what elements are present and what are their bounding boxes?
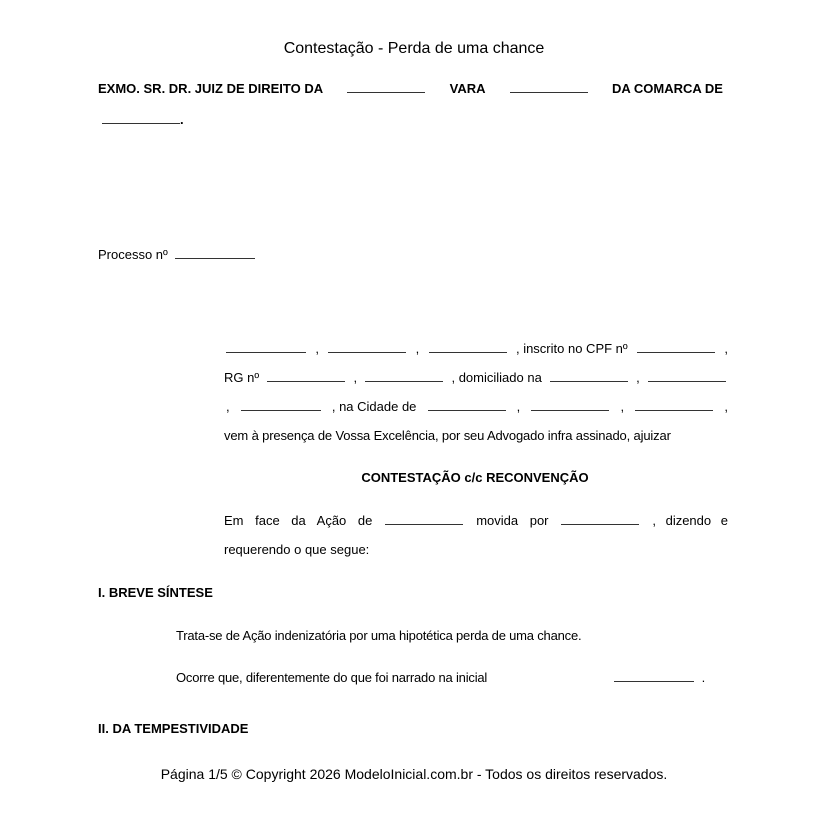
- blank-field: [385, 514, 463, 525]
- section-1-paragraph-1: Trata-se de Ação indenizatória por uma hipotética perda de uma chance.: [176, 628, 582, 643]
- processo-label: Processo nº: [98, 247, 168, 262]
- addressee-text-3: DA COMARCA DE: [612, 81, 723, 96]
- blank-field: [561, 514, 639, 525]
- qualification-line-2: [224, 370, 726, 385]
- blank-field: [102, 113, 180, 124]
- period: .: [180, 112, 184, 127]
- addressee-line-2: [102, 112, 184, 127]
- domicile-label: , domiciliado na: [451, 370, 542, 385]
- blank-field: [531, 400, 609, 411]
- city-label: , na Cidade de: [331, 399, 417, 414]
- blank-field: [175, 248, 255, 259]
- blank-field: [550, 371, 628, 382]
- blank-field: [510, 82, 588, 93]
- blank-field: [637, 342, 715, 353]
- face-text: Em face da Ação de: [224, 513, 373, 528]
- blank-field: [614, 671, 694, 682]
- addressee-text-1: EXMO. SR. DR. JUIZ DE DIREITO DA: [98, 81, 324, 96]
- moved-by-text: movida por: [476, 513, 549, 528]
- comma: ,: [516, 399, 521, 414]
- comma: ,: [415, 341, 420, 356]
- qualification-line-1: [226, 341, 728, 356]
- blank-field: [428, 400, 506, 411]
- period: .: [701, 670, 706, 685]
- document-heading: CONTESTAÇÃO c/c RECONVENÇÃO: [361, 470, 589, 485]
- blank-field: [241, 400, 321, 411]
- document-title: Contestação - Perda de uma chance: [283, 40, 545, 57]
- blank-field: [635, 400, 713, 411]
- blank-field: [365, 371, 443, 382]
- qualification-line-3: [226, 399, 728, 414]
- comma: ,: [353, 370, 358, 385]
- face-line-2: requerendo o que segue:: [224, 542, 370, 557]
- saying-text: , dizendo e: [652, 513, 728, 528]
- paragraph-text: Ocorre que, diferentemente do que foi narrado na inicial: [176, 670, 488, 685]
- blank-field: [267, 371, 345, 382]
- section-1-blank: [614, 670, 705, 685]
- blank-field: [347, 82, 425, 93]
- comma: ,: [315, 341, 319, 356]
- addressee-line: [98, 81, 723, 96]
- comma: ,: [724, 399, 728, 414]
- comma: ,: [226, 399, 230, 414]
- rg-label: RG nº: [224, 370, 260, 385]
- face-line-1: [224, 513, 728, 528]
- blank-field: [328, 342, 406, 353]
- page-footer: Página 1/5 © Copyright 2026 ModeloInicial.com.br - Todos os direitos reservados.: [160, 766, 668, 782]
- comma: ,: [724, 341, 728, 356]
- section-heading-1: I. BREVE SÍNTESE: [98, 585, 213, 600]
- section-1-paragraph-2: [176, 670, 487, 685]
- comma: ,: [636, 370, 640, 385]
- addressee-text-2: VARA: [449, 81, 486, 96]
- cpf-label: , inscrito no CPF nº: [515, 341, 628, 356]
- qualification-line-4: vem à presença de Vossa Excelência, por seu Advogado infra assinado, ajuizar: [224, 428, 671, 443]
- section-heading-2: II. DA TEMPESTIVIDADE: [98, 721, 249, 736]
- blank-field: [429, 342, 507, 353]
- processo-line: [98, 247, 255, 262]
- blank-field: [648, 371, 726, 382]
- blank-field: [226, 342, 306, 353]
- comma: ,: [620, 399, 625, 414]
